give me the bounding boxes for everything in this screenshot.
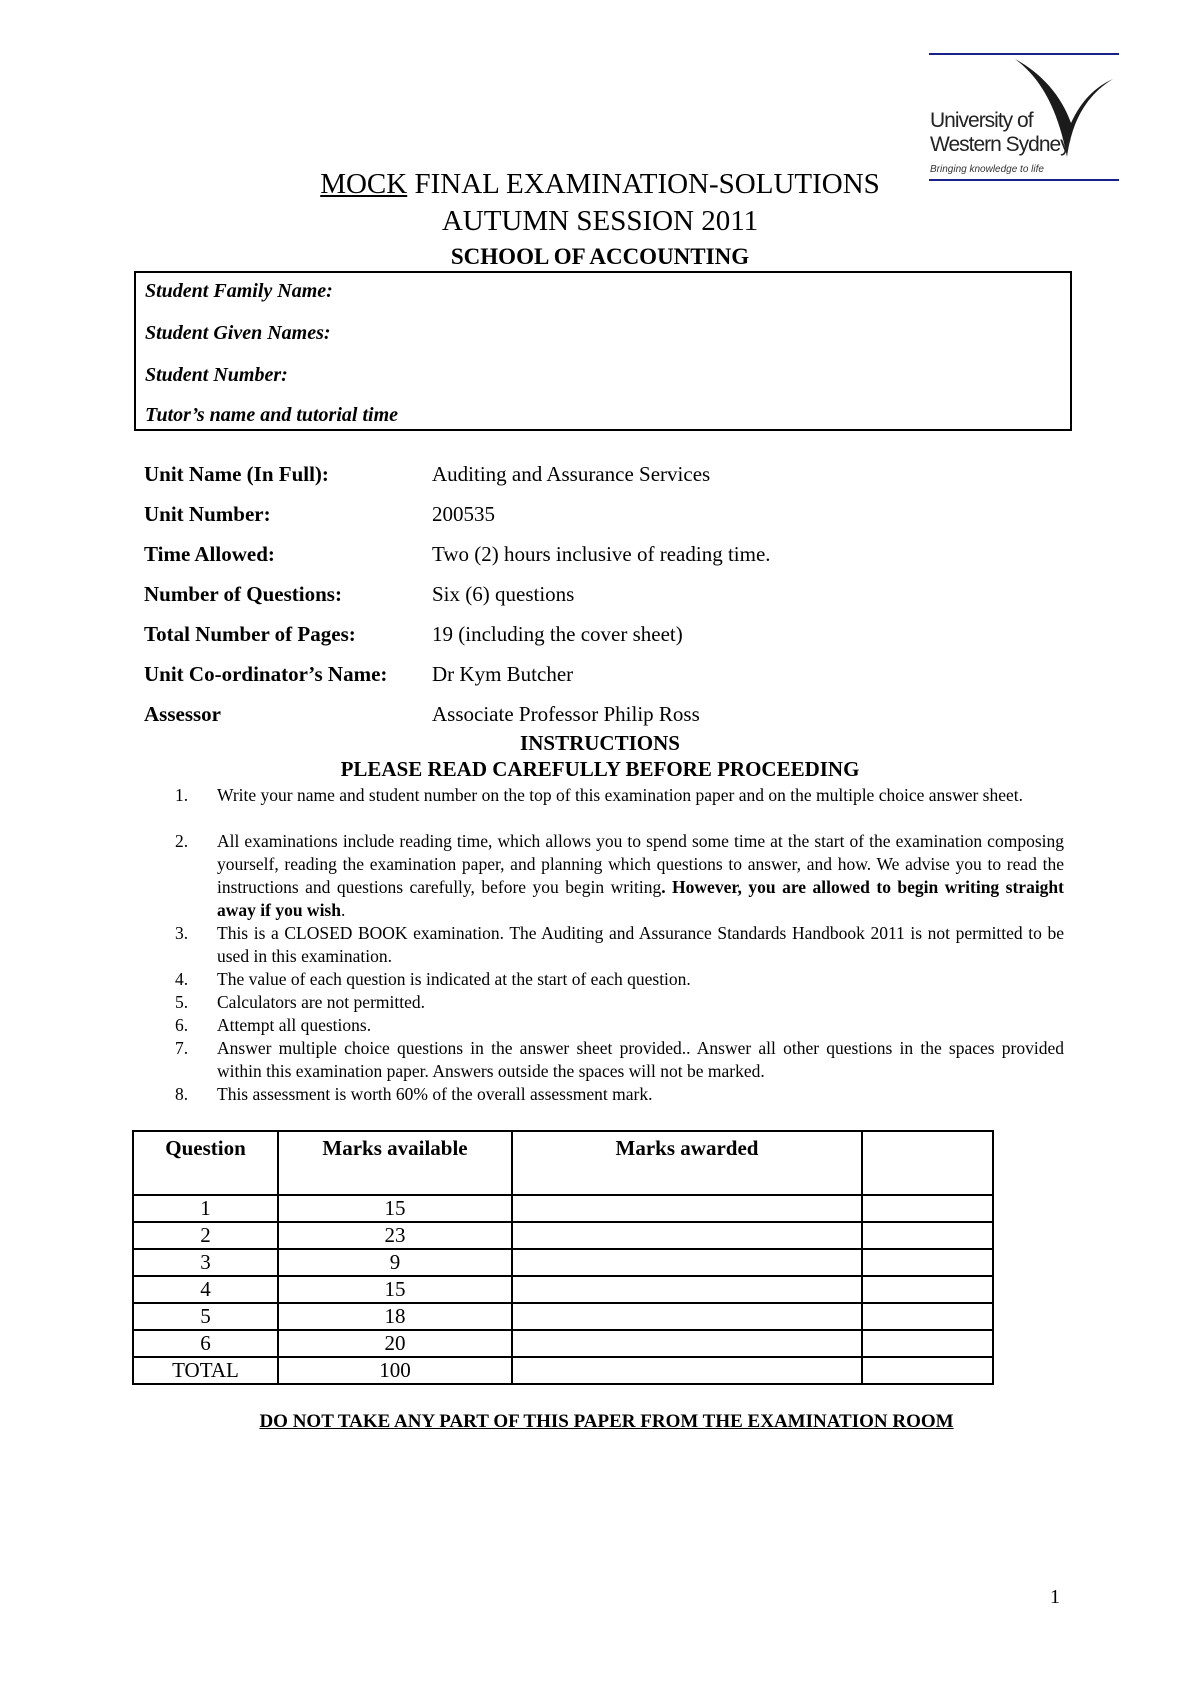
student-family-name-field[interactable]: Student Family Name: [145, 280, 333, 302]
table-row [133, 1222, 993, 1249]
marks-available-cell: 20 [278, 1330, 512, 1357]
exam-title [0, 166, 1200, 202]
question-cell: 2 [133, 1222, 278, 1249]
instruction-item [175, 968, 1064, 991]
instruction-number: 4. [175, 969, 189, 989]
instruction-number: 6. [175, 1015, 189, 1035]
school-title: SCHOOL OF ACCOUNTING [450, 244, 750, 269]
instructions-heading: INSTRUCTIONS [520, 731, 680, 755]
total-label-cell: TOTAL [133, 1357, 278, 1384]
marks-available-cell: 15 [278, 1195, 512, 1222]
marks-awarded-cell[interactable] [512, 1222, 862, 1249]
instruction-number: 1. [175, 785, 189, 805]
detail-value: 19 (including the cover sheet) [432, 622, 683, 646]
marks-awarded-cell[interactable] [512, 1195, 862, 1222]
instruction-text: Write your name and student number on the top of this examination paper and on the multiple choice answer sheet. [217, 785, 1024, 805]
marks-awarded-cell[interactable] [512, 1303, 862, 1330]
instruction-text [217, 830, 1064, 922]
instruction-number: 3. [175, 923, 189, 943]
header-blank [862, 1131, 993, 1195]
marks-available-cell: 23 [278, 1222, 512, 1249]
instruction-item [175, 1014, 1064, 1037]
logo-tagline: Bringing knowledge to life [930, 164, 1044, 175]
instruction-text: Answer multiple choice questions in the answer sheet provided.. Answer all other questions in the spaces provided within this examination paper. Answers outside the spaces will not be marked. [217, 1038, 1064, 1081]
instruction-number: 7. [175, 1038, 189, 1058]
detail-label: Unit Co-ordinator’s Name: [144, 662, 388, 686]
table-row [133, 1303, 993, 1330]
instruction-number: 2. [175, 831, 189, 851]
table-row [133, 1330, 993, 1357]
header-marks-available: Marks available [278, 1131, 512, 1195]
instruction-text: This is a CLOSED BOOK examination. The Auditing and Assurance Standards Handbook 2011 is not permitted to be used in this examination. [217, 923, 1064, 966]
detail-label: Total Number of Pages: [144, 622, 356, 646]
footer-warning: DO NOT TAKE ANY PART OF THIS PAPER FROM THE EXAMINATION ROOM [259, 1411, 954, 1432]
marks-awarded-cell[interactable] [512, 1276, 862, 1303]
blank-cell [862, 1195, 993, 1222]
blank-cell [862, 1222, 993, 1249]
table-header-row [133, 1131, 993, 1195]
total-awarded-cell[interactable] [512, 1357, 862, 1384]
marks-available-cell: 15 [278, 1276, 512, 1303]
logo-top-rule [929, 53, 1119, 55]
table-total-row [133, 1357, 993, 1384]
title-rest: FINAL EXAMINATION-SOLUTIONS [407, 168, 880, 200]
instruction-number: 8. [175, 1084, 189, 1104]
header-marks-awarded: Marks awarded [512, 1131, 862, 1195]
blank-cell [862, 1330, 993, 1357]
header-question: Question [133, 1131, 278, 1195]
marks-awarded-cell[interactable] [512, 1249, 862, 1276]
instruction-text: Calculators are not permitted. [217, 992, 425, 1012]
question-cell: 1 [133, 1195, 278, 1222]
question-cell: 5 [133, 1303, 278, 1330]
instruction-item [175, 1037, 1064, 1083]
instruction-text: This assessment is worth 60% of the overall assessment mark. [217, 1084, 653, 1104]
instruction-item [175, 991, 1064, 1014]
logo-line-1: University of [930, 109, 1033, 132]
marks-available-cell: 9 [278, 1249, 512, 1276]
blank-cell [862, 1303, 993, 1330]
instruction-number: 5. [175, 992, 189, 1012]
question-cell: 6 [133, 1330, 278, 1357]
instruction-text-main: All examinations include reading time, which allows you to spend some time at the start of the examination composing yourself, reading the examination paper, and planning which questions to answer, and how. We advise you to read the instructions and questions carefully, before you begin writing [217, 831, 1064, 897]
table-row [133, 1249, 993, 1276]
blank-cell [862, 1249, 993, 1276]
marks-table [132, 1130, 994, 1385]
question-cell: 4 [133, 1276, 278, 1303]
instruction-item [175, 1083, 1064, 1106]
marks-awarded-cell[interactable] [512, 1330, 862, 1357]
instruction-item [175, 784, 1064, 807]
student-details-box [134, 271, 1072, 431]
question-cell: 3 [133, 1249, 278, 1276]
student-given-names-field[interactable]: Student Given Names: [145, 322, 331, 344]
instruction-text: Attempt all questions. [217, 1015, 372, 1035]
blank-cell [862, 1276, 993, 1303]
detail-value: Dr Kym Butcher [432, 662, 574, 686]
student-number-field[interactable]: Student Number: [145, 364, 288, 386]
detail-value: Associate Professor Philip Ross [432, 702, 700, 726]
instruction-text-tail: . [340, 900, 346, 920]
blank-cell [862, 1357, 993, 1384]
instruction-item [175, 922, 1064, 968]
instruction-item [175, 830, 1064, 922]
tutor-name-field[interactable]: Tutor’s name and tutorial time [145, 404, 398, 426]
table-row [133, 1195, 993, 1222]
detail-label: Number of Questions: [144, 582, 342, 606]
detail-label: Assessor [144, 702, 221, 726]
marks-available-cell: 18 [278, 1303, 512, 1330]
detail-label: Unit Name (In Full): [144, 462, 329, 486]
title-mock: MOCK [320, 168, 408, 200]
instruction-text-bold: . However, you are allowed to begin writing straight away if you wish [217, 877, 1064, 920]
table-row [133, 1276, 993, 1303]
session-title: AUTUMN SESSION 2011 [441, 205, 759, 237]
total-marks-cell: 100 [278, 1357, 512, 1384]
detail-value: Auditing and Assurance Services [432, 462, 711, 486]
logo-line-2: Western Sydney [930, 133, 1070, 156]
instruction-text: The value of each question is indicated at the start of each question. [217, 969, 691, 989]
page-number: 1 [1050, 1586, 1060, 1608]
detail-label: Unit Number: [144, 502, 271, 526]
detail-value: 200535 [432, 502, 495, 526]
university-logo [929, 53, 1119, 181]
detail-value: Six (6) questions [432, 582, 575, 606]
instructions-subheading: PLEASE READ CAREFULLY BEFORE PROCEEDING [340, 757, 860, 781]
detail-label: Time Allowed: [144, 542, 275, 566]
detail-value: Two (2) hours inclusive of reading time. [432, 542, 771, 566]
